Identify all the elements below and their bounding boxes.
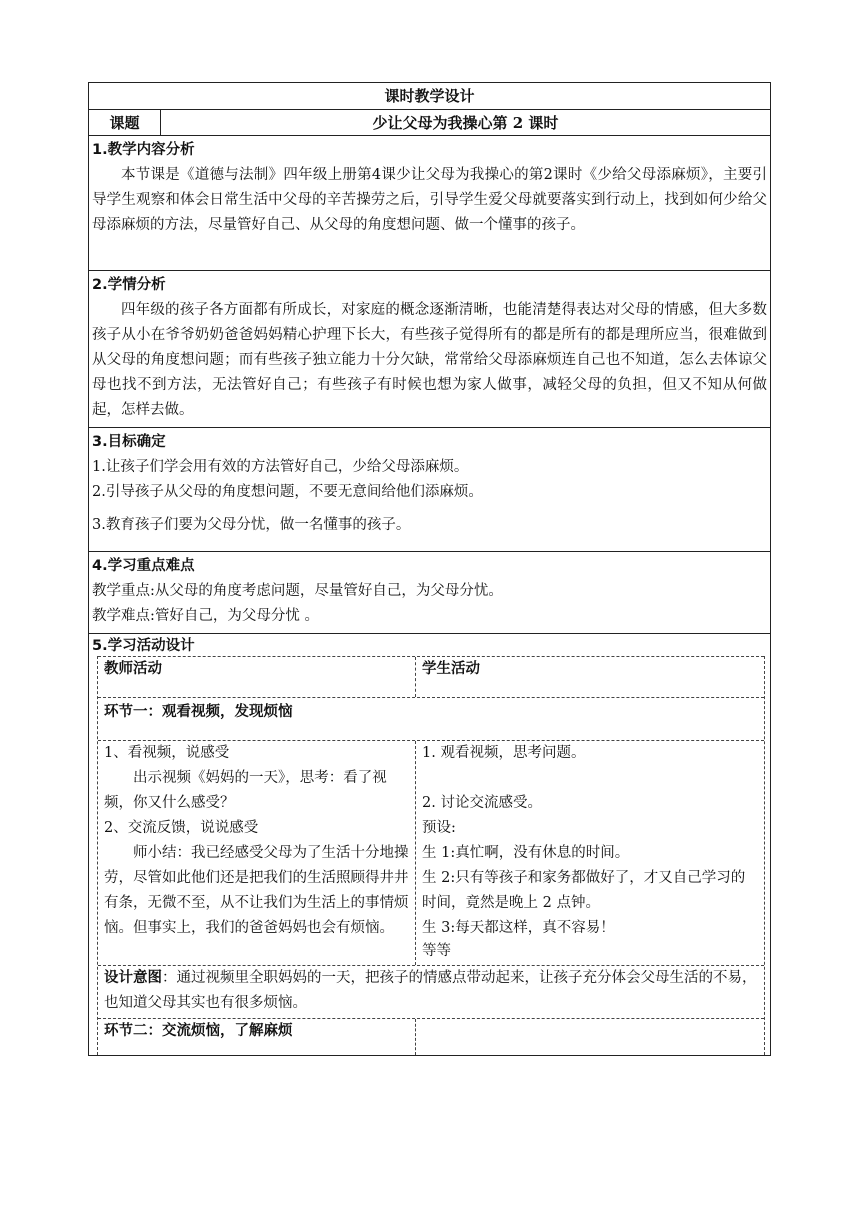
teacher-activity [98, 741, 416, 965]
topic-label: 课题 [89, 110, 161, 135]
student-answer: 生 3:每天都这样，真不容易！ [422, 920, 615, 936]
teacher-step-detail: 出示视频《妈妈的一天》，思考：看了视频，你又什么感受？ [104, 770, 387, 811]
design-intent-row [98, 965, 764, 1018]
section-objectives [89, 428, 770, 552]
student-answer: 生 2:只有等孩子和家务都做好了，才又自己学习的时间，竟然是晚上 2 点钟。 [422, 870, 746, 911]
section-key-points [89, 552, 770, 634]
teacher-summary: 师小结：我已经感受父母为了生活十分地操劳，尽管如此他们还是把我们的生活照顾得井井有条，无微不至，从不让我们为生活上的事情烦恼。但事实上，我们的爸爸妈妈也会有烦恼。 [104, 845, 409, 936]
teacher-step: 1、看视频，说感受 [104, 745, 230, 761]
stage-one-title: 环节一：观看视频，发现烦恼 [104, 704, 293, 720]
design-intent-label: 设计意图 [104, 970, 162, 986]
document-title: 课时教学设计 [89, 83, 770, 110]
section-content-analysis [89, 136, 770, 271]
section-heading: 1.教学内容分析 [92, 142, 195, 158]
section-body: 本节课是《道德与法制》四年级上册第4课少让父母为我操心的第2课时《少给父母添麻烦》，主要引导学生观察和体会日常生活中父母的辛苦操劳之后，引导学生爱父母就要落实到行动上，找到如何少给父母添麻烦的方法，尽量管好自己、从父母的角度想问题、做一个懂事的孩子。 [92, 167, 767, 233]
design-intent-text: ：通过视频里全职妈妈的一天，把孩子的情感点带动起来，让孩子充分体会父母生活的不易，也知道父母其实也有很多烦恼。 [104, 970, 757, 1011]
topic-value: 少让父母为我操心第 2 课时 [372, 114, 559, 132]
section-student-analysis [89, 271, 770, 428]
objective-item: 3.教育孩子们要为父母分忧，做一名懂事的孩子。 [92, 517, 411, 533]
table-outer [88, 82, 771, 1055]
section-heading: 2.学情分析 [92, 277, 166, 293]
key-point: 教学重点:从父母的角度考虑问题，尽量管好自己，为父母分忧。 [92, 583, 503, 599]
stage-one-content-row [98, 740, 764, 965]
activity-table [97, 656, 765, 1055]
section-activity-design [89, 634, 770, 1055]
teacher-column-header: 教师活动 [98, 657, 416, 697]
activity-header-row [98, 656, 764, 697]
lesson-plan-table [88, 82, 771, 1056]
table-bottom-border [88, 1055, 771, 1056]
stage-one-row [98, 697, 764, 740]
student-answer: 生 1:真忙啊，没有休息的时间。 [422, 845, 630, 861]
stage-two-title: 环节二：交流烦恼，了解麻烦 [98, 1019, 416, 1055]
student-step: 1. 观看视频，思考问题。 [422, 745, 586, 761]
stage-two-student-cell [416, 1019, 764, 1055]
section-heading: 4.学习重点难点 [92, 558, 195, 574]
student-column-header: 学生活动 [422, 661, 480, 677]
student-etc: 等等 [422, 943, 451, 959]
objective-item: 2.引导孩子从父母的角度想问题，不要无意间给他们添麻烦。 [92, 484, 483, 500]
section-heading: 3.目标确定 [92, 434, 166, 450]
objective-item: 1.让孩子们学会用有效的方法管好自己，少给父母添麻烦。 [92, 459, 469, 475]
student-preset: 预设: [422, 820, 456, 836]
section-heading: 5.学习活动设计 [92, 638, 195, 654]
teacher-step: 2、交流反馈，说说感受 [104, 820, 259, 836]
topic-row [89, 110, 770, 136]
design-intent [98, 966, 764, 1018]
student-activity [416, 741, 764, 965]
stage-two-row [98, 1018, 764, 1055]
section-body: 四年级的孩子各方面都有所成长，对家庭的概念逐渐清晰，也能清楚得表达对父母的情感，但大多数孩子从小在爷爷奶奶爸爸妈妈精心护理下长大，有些孩子觉得所有的都是所有的都是理所应当，很难做到从父母的角度想问题；而有些孩子独立能力十分欠缺，常常给父母添麻烦连自己也不知道，怎么去体谅父母也找不到方法，无法管好自己；有些孩子有时候也想为家人做事，减轻父母的负担，但又不知从何做起，怎样去做。 [92, 302, 767, 418]
student-step: 2. 讨论交流感受。 [422, 795, 542, 811]
difficult-point: 教学难点:管好自己，为父母分忧 。 [92, 608, 319, 624]
